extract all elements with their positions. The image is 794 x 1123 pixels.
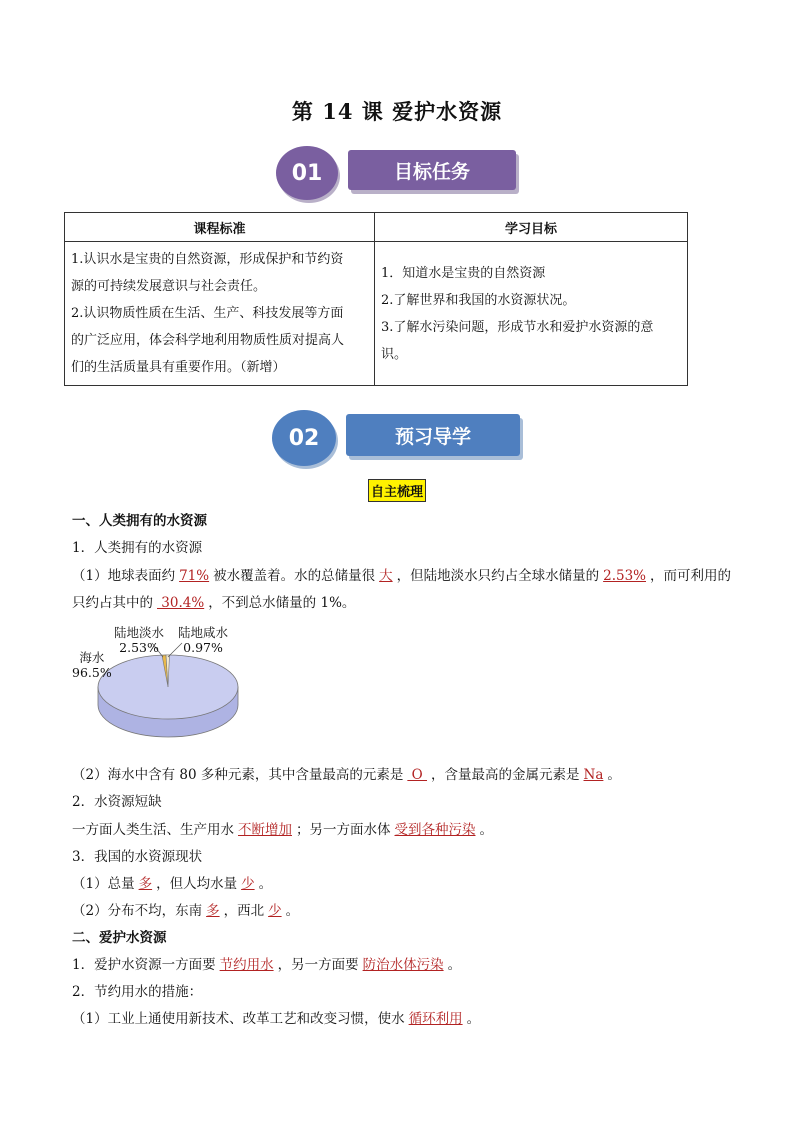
paragraph-2: （2）海水中含有 80 多种元素，其中含量最高的元素是 O ，含量最高的金属元素是 Na 。 xyxy=(72,767,621,783)
heading-water-resources: 一、人类拥有的水资源 xyxy=(72,513,207,529)
paragraph-1: （1）地球表面约 71% 被水覆盖着。水的总储量很 大 ，但陆地淡水只约占全球水储量的 2.53% ，而可利用的 xyxy=(72,568,731,584)
answer-blank: 多 xyxy=(206,903,220,919)
answer-blank: 少 xyxy=(268,903,282,919)
section-badge-02 xyxy=(272,410,524,466)
table-header-goals: 学习目标 xyxy=(375,213,688,242)
goal-line: 1．知道水是宝贵的自然资源 xyxy=(381,265,546,281)
standard-line: 的广泛应用，体会科学地利用物质性质对提高人 xyxy=(71,333,345,348)
pie-label-sea: 海水 96.5% xyxy=(72,650,112,680)
section-label-02: 预习导学 xyxy=(346,414,520,456)
answer-blank: 循环利用 xyxy=(408,1011,463,1027)
goal-line: 识。 xyxy=(381,346,408,362)
answer-blank: 大 xyxy=(379,568,393,584)
answer-blank: 防治水体污染 xyxy=(362,957,444,973)
table-cell-goals xyxy=(375,242,688,386)
goal-line: 2.了解世界和我国的水资源状况。 xyxy=(381,292,576,308)
answer-blank: 多 xyxy=(138,876,153,892)
answer-blank: 节约用水 xyxy=(219,957,274,973)
standard-line: 们的生活质量具有重要作用。（新增） xyxy=(71,360,286,375)
standard-line: 源的可持续发展意识与社会责任。 xyxy=(71,279,267,294)
answer-blank: 不断增加 xyxy=(238,822,292,838)
answer-blank: O xyxy=(407,767,428,783)
section-number-01: 01 xyxy=(276,146,338,200)
curriculum-table xyxy=(64,212,688,386)
standard-line: 2.认识物质性质在生活、生产、科技发展等方面 xyxy=(71,306,344,321)
paragraph-5: （2）分布不均，东南 多 ，西北 少 。 xyxy=(72,903,300,919)
subheading-1: 1．人类拥有的水资源 xyxy=(72,540,203,556)
section-badge-01 xyxy=(276,146,520,200)
answer-blank: 30.4% xyxy=(157,595,205,611)
paragraph-1b: 只约占其中的 30.4% ，不到总水储量的 1%。 xyxy=(72,595,356,611)
water-distribution-pie xyxy=(72,617,244,741)
answer-blank: 2.53% xyxy=(603,568,646,584)
page-title: 第 14 课 爱护水资源 xyxy=(291,99,503,124)
paragraph-4: （1）总量 多 ，但人均水量 少 。 xyxy=(72,876,273,892)
answer-blank: 受到各种污染 xyxy=(394,822,476,838)
subheading-4: 2．节约用水的措施： xyxy=(72,984,203,1000)
pie-label-saline: 陆地咸水 0.97% xyxy=(178,625,229,655)
table-header-standard: 课程标准 xyxy=(65,213,375,242)
subheading-2: 2．水资源短缺 xyxy=(72,794,162,810)
answer-blank: Na xyxy=(583,767,604,783)
paragraph-3: 一方面人类生活、生产用水 不断增加 ；另一方面水体 受到各种污染 。 xyxy=(72,822,493,838)
answer-blank: 少 xyxy=(241,876,255,892)
section-label-01: 目标任务 xyxy=(348,150,516,190)
answer-blank: 71% xyxy=(179,568,210,584)
table-cell-standard xyxy=(65,242,375,386)
subheading-3: 3．我国的水资源现状 xyxy=(72,849,203,865)
paragraph-6: 1．爱护水资源一方面要 节约用水 ，另一方面要 防治水体污染 。 xyxy=(72,957,462,973)
heading-protect-water: 二、爱护水资源 xyxy=(72,930,167,946)
section-number-02: 02 xyxy=(272,410,336,466)
pie-label-fresh: 陆地淡水 2.53% xyxy=(114,625,165,655)
goal-line: 3.了解水污染问题，形成节水和爱护水资源的意 xyxy=(381,319,654,335)
paragraph-7: （1）工业上通使用新技术、改革工艺和改变习惯，使水 循环利用 。 xyxy=(72,1011,481,1027)
self-study-tag: 自主梳理 xyxy=(368,479,426,502)
standard-line: 1.认识水是宝贵的自然资源，形成保护和节约资 xyxy=(71,252,344,267)
